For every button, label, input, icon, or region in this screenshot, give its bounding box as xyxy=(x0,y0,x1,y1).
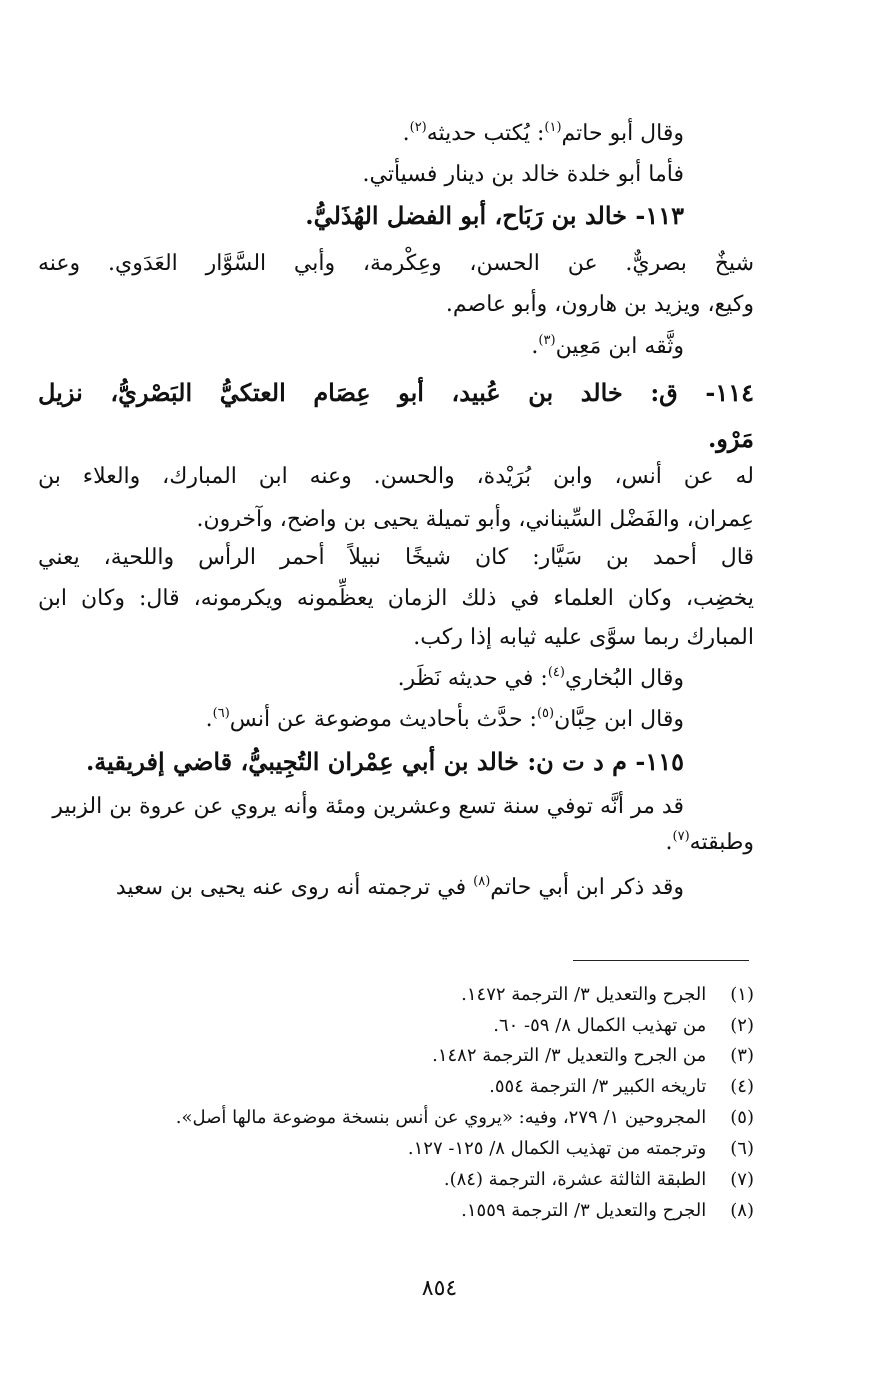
text-line: فأما أبو خلدة خالد بن دينار فسيأتي. xyxy=(362,162,684,187)
footnote: (٤) تاريخه الكبير ٣/ الترجمة ٥٥٤. xyxy=(489,1076,754,1097)
text-line: وقال البُخاري$^{(٤)}$: في حديثه نَظَر. xyxy=(397,665,684,691)
text-line: وقال ابن حِبَّان$^{(٥)}$: حدَّث بأحاديث موضوعة عن أنس$^{(٦)}$. xyxy=(205,706,684,732)
footnote-separator xyxy=(573,960,749,961)
text-line: يخضِب، وكان العلماء في ذلك الزمان يعظِّمونه ويكرمونه، قال: وكان ابن xyxy=(38,586,754,611)
text-line: قد مر أنَّه توفي سنة تسع وعشرين ومئة وأنه يروي عن عروة بن الزبير xyxy=(52,794,684,819)
text-line: وثَّقه ابن مَعِين$^{(٣)}$. xyxy=(531,333,684,359)
text-line: قال أحمد بن سَيَّار: كان شيخًا نبيلاً أحمر الرأس واللحية، يعني xyxy=(38,545,754,570)
footnote-ref[interactable]: (٧) xyxy=(672,829,690,844)
footnote: (٣) من الجرح والتعديل ٣/ الترجمة ١٤٨٢. xyxy=(432,1045,754,1066)
footnote: (٥) المجروحين ١/ ٢٧٩، وفيه: «يروي عن أنس بنسخة موضوعة مالها أصل». xyxy=(175,1107,754,1128)
text-line: وطبقته$^{(٧)}$. xyxy=(665,829,754,855)
footnote-ref[interactable]: (٤) xyxy=(547,665,565,680)
text-line: عِمران، والفَضْل السِّيناني، وأبو تميلة يحيى بن واضح، وآخرون. xyxy=(196,507,754,532)
footnote-ref[interactable]: (٣) xyxy=(538,333,556,348)
footnote: (٨) الجرح والتعديل ٣/ الترجمة ١٥٥٩. xyxy=(461,1200,754,1221)
footnote: (٦) وترجمته من تهذيب الكمال ٨/ ١٢٥- ١٢٧. xyxy=(407,1138,754,1159)
entry-heading: ١١٥- م د ت ن: خالد بن أبي عِمْران التُجِيبيُّ، قاضي إفريقية. xyxy=(85,747,684,776)
entry-heading: ١١٤- ق: خالد بن عُبيد، أبو عِصَام العتكيُّ البَصْريُّ، نزيل xyxy=(38,378,754,407)
footnote-ref[interactable]: (٢) xyxy=(409,120,427,135)
text-line: وقال أبو حاتم$^{(١)}$: يُكتب حديثه$^{(٢)}$. xyxy=(402,120,684,146)
text-line: شيخٌ بصريٌّ. عن الحسن، وعِكْرمة، وأبي السَّوَّار العَدَوي. وعنه xyxy=(38,251,754,276)
footnote-ref[interactable]: (٨) xyxy=(473,874,491,889)
entry-heading-cont: مَرْو. xyxy=(707,424,754,453)
footnote: (٧) الطبقة الثالثة عشرة، الترجمة (٨٤). xyxy=(443,1169,754,1190)
page-number: ٨٥٤ xyxy=(421,1276,458,1301)
text-line: وكيع، ويزيد بن هارون، وأبو عاصم. xyxy=(445,292,754,317)
text-line: وقد ذكر ابن أبي حاتم$^{(٨)}$ في ترجمته أنه روى عنه يحيى بن سعيد xyxy=(115,874,684,900)
footnote-ref[interactable]: (١) xyxy=(544,120,562,135)
text-line: المبارك ربما سوَّى عليه ثيابه إذا ركب. xyxy=(413,625,754,650)
text-line: له عن أنس، وابن بُرَيْدة، والحسن. وعنه ابن المبارك، والعلاء بن xyxy=(38,464,754,489)
footnote: (١) الجرح والتعديل ٣/ الترجمة ١٤٧٢. xyxy=(461,984,754,1005)
footnote: (٢) من تهذيب الكمال ٨/ ٥٩- ٦٠. xyxy=(493,1015,754,1036)
footnote-ref[interactable]: (٦) xyxy=(212,706,230,721)
entry-heading: ١١٣- خالد بن رَبَاح، أبو الفضل الهُذَليُّ. xyxy=(305,201,684,230)
footnote-ref[interactable]: (٥) xyxy=(536,706,555,721)
